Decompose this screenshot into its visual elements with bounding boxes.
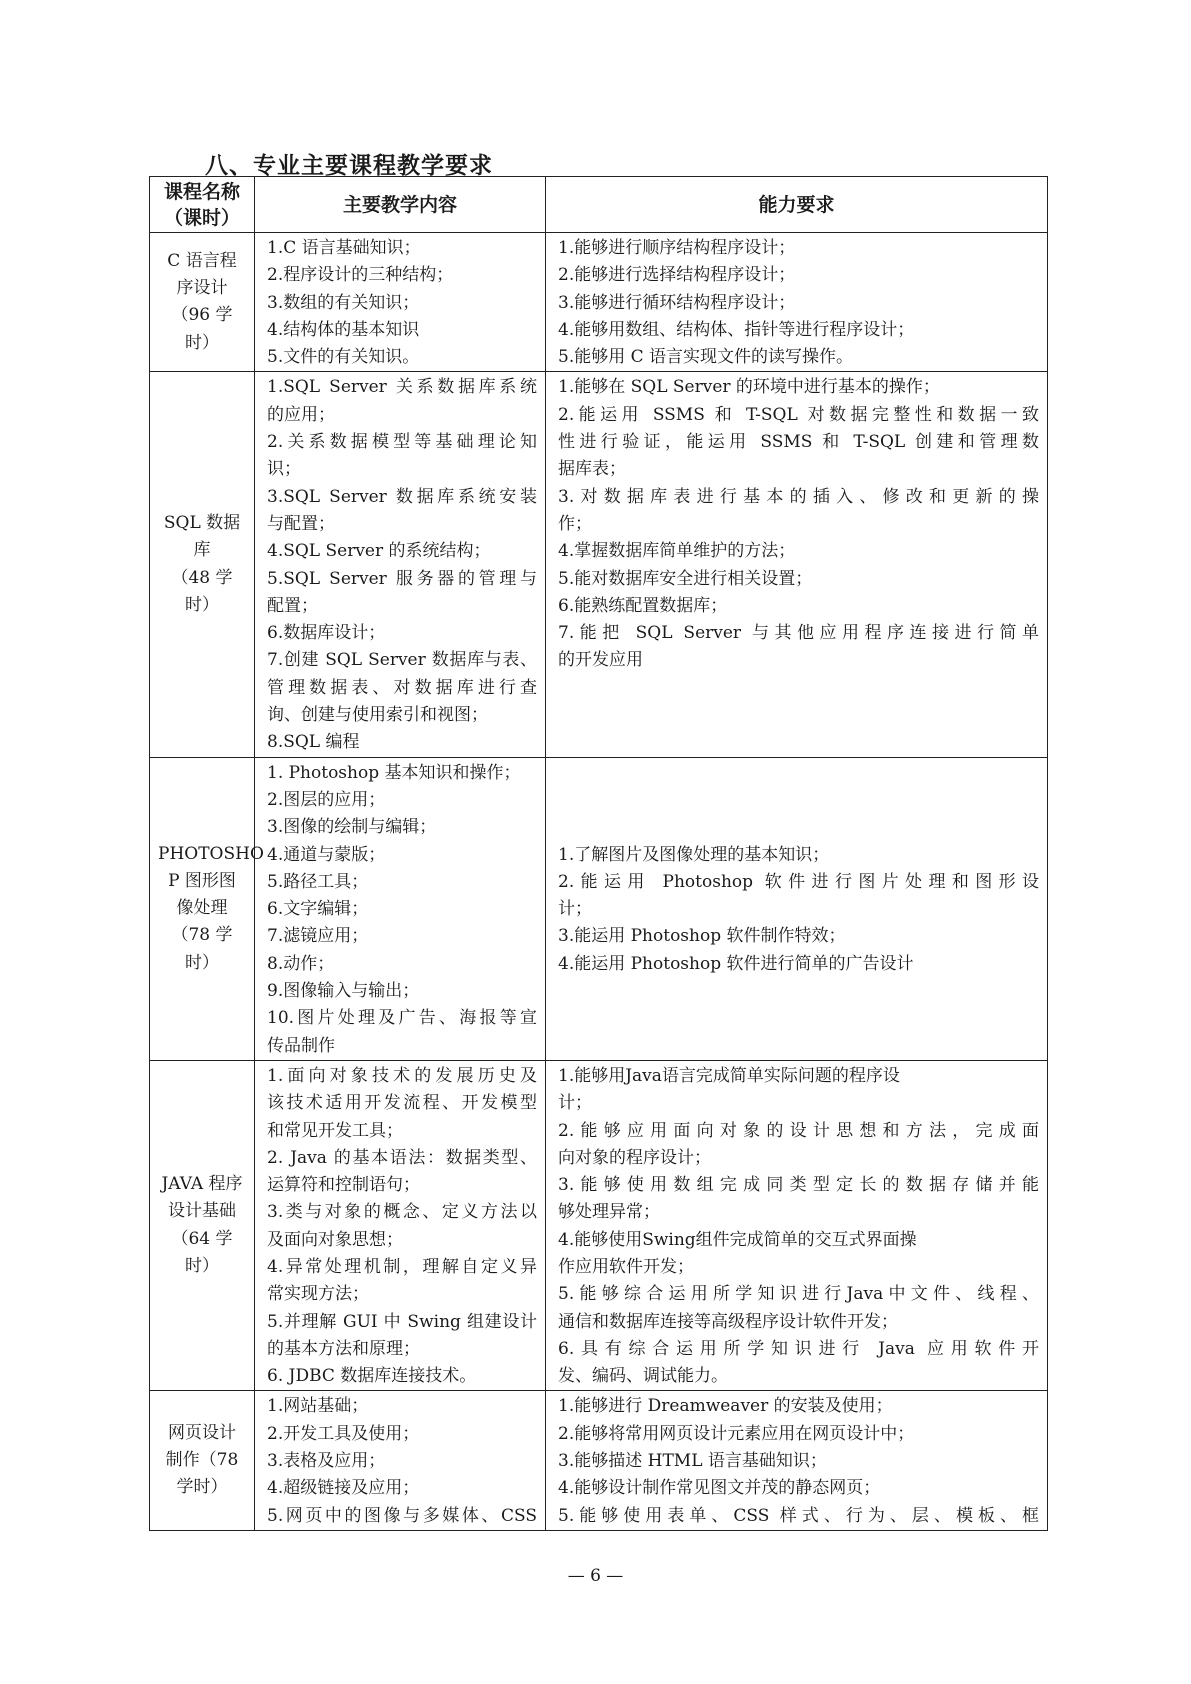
content-line: 及面向对象思想； [267,1229,403,1250]
content-line: 7.滤镜应用； [267,926,369,947]
teaching-content-cell [255,372,546,757]
course-name-line: 时） [185,952,219,973]
content-line: 7.创建 SQL Server 数据库与表、 [267,650,537,671]
header-name-line: 课程名称 [163,180,240,203]
table-row [150,1060,1048,1391]
content-line: 4.异常处理机制，理解自定义异 [267,1256,537,1277]
ability-requirement-cell [546,757,1048,1060]
ability-line: 4.能运用 Photoshop 软件进行简单的广告设计 [558,953,914,974]
ability-line: 的开发应用 [558,650,643,671]
content-line: 6.文字编辑； [267,899,369,920]
ability-line: 3.能运用 Photoshop 软件制作特效； [558,926,846,947]
content-line: 6. JDBC 数据库连接技术。 [267,1366,477,1387]
content-line: 3.数组的有关知识； [267,292,420,313]
table-row [150,1391,1048,1530]
ability-requirement-cell [546,233,1048,372]
course-name-line: 时） [185,594,219,615]
course-name-line: 学时） [176,1477,228,1498]
content-line: 3.SQL Server 数据库系统安装 [267,486,537,507]
content-line: 6.数据库设计； [267,623,386,644]
table-header-row [150,177,1048,233]
ability-line: 1.能够在 SQL Server 的环境中进行基本的操作； [558,377,940,398]
content-line: 3.表格及应用； [267,1451,386,1472]
ability-line: 作； [558,513,592,534]
table-row [150,757,1048,1060]
content-line: 9.图像输入与输出； [267,981,420,1002]
content-line: 1. Photoshop 基本知识和操作； [267,762,521,783]
content-line: 8.动作； [267,953,335,974]
content-line: 2.程序设计的三种结构； [267,265,454,286]
course-name-cell [150,1391,255,1530]
table-row [150,233,1048,372]
ability-line: 3.能够进行循环结构程序设计； [558,292,796,313]
content-line: 常实现方法； [267,1284,369,1305]
ability-line: 够处理异常； [558,1202,660,1223]
ability-line: 4.掌握数据库简单维护的方法； [558,541,796,562]
teaching-content-cell [255,233,546,372]
course-name-line: （64 学 [171,1228,233,1249]
content-line: 10.图片处理及广告、海报等宣 [267,1008,537,1029]
content-line: 4.结构体的基本知识 [267,319,420,340]
ability-line: 6.能熟练配置数据库； [558,595,728,616]
content-line: 5.SQL Server 服务器的管理与 [267,568,537,589]
page-number: — 6 — [567,1566,624,1586]
ability-line: 4.能够用数组、结构体、指针等进行程序设计； [558,319,915,340]
ability-line: 3.对数据库表进行基本的插入、修改和更新的操 [558,486,1039,507]
course-name-line: 网页设计 [168,1422,236,1443]
content-line: 4.超级链接及应用； [267,1478,420,1499]
ability-line: 性进行验证，能运用 SSMS 和 T-SQL 创建和管理数 [558,432,1039,453]
content-line: 的基本方法和原理； [267,1338,420,1359]
ability-line: 3.能够描述 HTML 语言基础知识； [558,1451,827,1472]
content-line: 传品制作 [267,1035,335,1056]
ability-line: 5.能对数据库安全进行相关设置； [558,568,813,589]
ability-line: 6.具有综合运用所学知识进行 Java 应用软件开 [558,1338,1039,1359]
content-line: 1.SQL Server 关系数据库系统 [267,377,537,398]
course-name-line: （48 学 [171,567,233,588]
teaching-content-cell [255,1060,546,1391]
content-line: 1.网站基础； [267,1396,369,1417]
content-line: 的应用； [267,404,335,425]
course-name-line: 制作（78 [165,1450,239,1471]
content-line: 2. Java 的基本语法：数据类型、 [267,1147,537,1168]
content-line: 询、创建与使用索引和视图； [267,705,488,726]
content-line: 1.面向对象技术的发展历史及 [267,1065,537,1086]
ability-line: 计； [558,899,592,920]
ability-line: 1.能够用Java语言完成简单实际问题的程序设 [558,1065,900,1086]
ability-line: 4.能够设计制作常见图文并茂的静态网页； [558,1478,881,1499]
course-name-line: （78 学 [171,925,233,946]
ability-line: 1.能够进行顺序结构程序设计； [558,238,796,258]
content-line: 2.关系数据模型等基础理论知 [267,432,537,453]
ability-line: 发、编码、调试能力。 [558,1366,728,1387]
ability-line: 7.能把 SQL Server 与其他应用程序连接进行简单 [558,623,1039,644]
content-line: 3.图像的绘制与编辑； [267,817,437,838]
ability-line: 据库表； [558,459,626,480]
ability-line: 4.能够使用Swing组件完成简单的交互式界面操 [558,1229,917,1250]
course-name-line: PHOTOSHO [158,843,264,864]
content-line: 5.网页中的图像与多媒体、CSS [267,1505,537,1526]
ability-line: 2.能运用 Photoshop 软件进行图片处理和图形设 [558,871,1039,892]
course-name-line: 设计基础 [168,1201,236,1222]
content-line: 4.通道与蒙版； [267,844,386,865]
ability-line: 1.了解图片及图像处理的基本知识； [558,844,830,865]
header-course-name [150,177,255,233]
ability-line: 1.能够进行 Dreamweaver 的安装及使用； [558,1396,893,1417]
ability-requirement-cell [546,1391,1048,1530]
content-line: 1.C 语言基础知识； [267,238,421,258]
course-name-line: （96 学 [171,305,233,326]
content-line: 3.类与对象的概念、定义方法以 [267,1202,537,1223]
table-row [150,372,1048,757]
ability-line: 2.能运用 SSMS 和 T-SQL 对数据完整性和数据一致 [558,404,1039,425]
ability-line: 5.能够使用表单、CSS 样式、行为、层、模板、框 [558,1505,1039,1526]
content-line: 4.SQL Server 的系统结构； [267,541,491,562]
course-name-line: P 图形图 [168,870,236,891]
course-name-line: 库 [193,540,211,561]
ability-line: 计； [558,1093,592,1114]
course-name-line: JAVA 程序 [161,1174,243,1195]
ability-line: 通信和数据库连接等高级程序设计软件开发； [558,1311,898,1332]
course-name-line: 像处理 [176,898,228,919]
ability-line: 作应用软件开发； [558,1256,694,1277]
ability-line: 3.能够使用数组完成同类型定长的数据存储并能 [558,1175,1039,1196]
content-line: 2.图层的应用； [267,789,386,810]
content-line: 管理数据表、对数据库进行查 [267,677,537,698]
ability-line: 5.能够综合运用所学知识进行Java中文件、线程、 [558,1284,1039,1305]
header-name-line: （课时） [163,206,240,229]
course-name-line: 时） [185,332,219,353]
ability-requirement-cell [546,372,1048,757]
ability-line: 2.能够进行选择结构程序设计； [558,265,796,286]
header-ability: 能力要求 [546,177,1048,233]
content-line: 配置； [267,595,318,616]
content-line: 5.文件的有关知识。 [267,347,420,368]
course-name-cell [150,757,264,1060]
header-content: 主要教学内容 [255,177,546,233]
section-title: 八、专业主要课程教学要求 [205,153,493,179]
content-line: 运算符和控制语句； [267,1175,420,1196]
ability-line: 向对象的程序设计； [558,1147,711,1168]
content-line: 和常见开发工具； [267,1120,403,1141]
content-line: 该技术适用开发流程、开发模型 [267,1093,537,1114]
ability-line: 2.能够应用面向对象的设计思想和方法，完成面 [558,1120,1039,1141]
teaching-content-cell [255,757,546,1060]
teaching-content-cell [255,1391,546,1530]
course-name-line: C 语言程 [167,250,237,271]
ability-line: 5.能够用 C 语言实现文件的读写操作。 [558,347,854,368]
ability-line: 2.能够将常用网页设计元素应用在网页设计中； [558,1423,915,1444]
course-name-line: 序设计 [176,277,228,298]
content-line: 8.SQL 编程 [267,732,360,753]
course-name-line: 时） [185,1255,219,1276]
content-line: 2.开发工具及使用； [267,1423,420,1444]
ability-requirement-cell [546,1060,1048,1391]
content-line: 识； [267,459,301,480]
curriculum-table [149,176,1048,1531]
course-name-cell [150,233,255,372]
content-line: 与配置； [267,513,335,534]
content-line: 5.路径工具； [267,871,369,892]
course-name-line: SQL 数据 [163,512,241,533]
course-name-cell [150,372,255,757]
content-line: 5.并理解 GUI 中 Swing 组建设计 [267,1311,537,1332]
course-name-cell [150,1060,255,1391]
